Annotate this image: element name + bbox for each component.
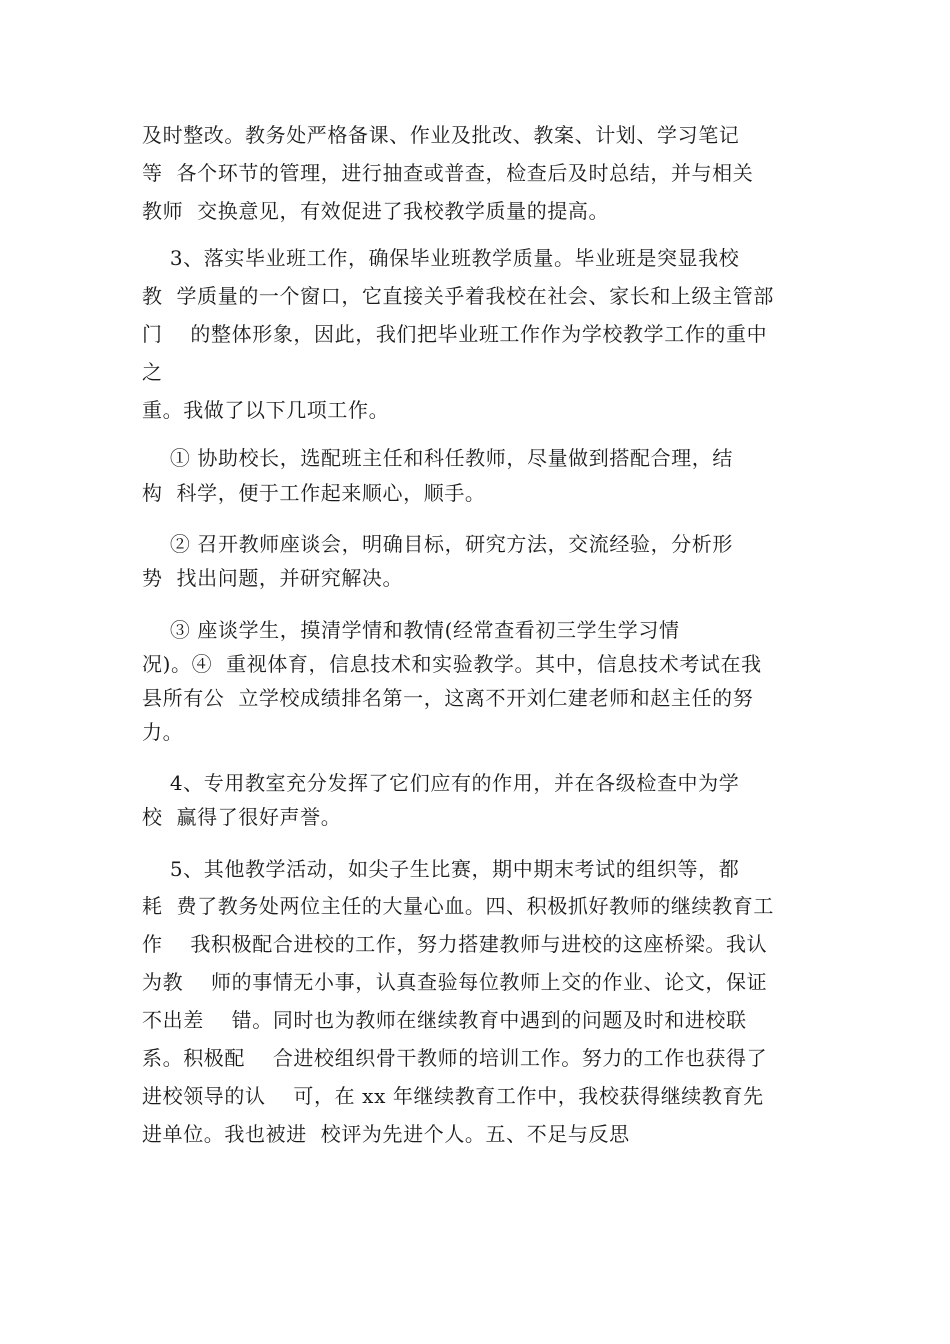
text-line: 教 学质量的一个窗口，它直接关乎着我校在社会、家长和上级主管部 — [142, 284, 774, 308]
text-line: ② 召开教师座谈会，明确目标，研究方法，交流经验，分析形 — [142, 532, 733, 556]
text-line: ③ 座谈学生，摸清学情和教情(经常查看初三学生学习情 — [142, 618, 680, 642]
text-line: 校 赢得了很好声誉。 — [142, 805, 342, 829]
text-line: 系。积极配 合进校组织骨干教师的培训工作。努力的工作也获得了 — [142, 1046, 768, 1070]
text-line: 为教 师的事情无小事，认真查验每位教师上交的作业、论文，保证 — [142, 970, 768, 994]
text-line: 况)。④ 重视体育，信息技术和实验教学。其中，信息技术考试在我 — [142, 652, 762, 676]
text-line: 3、落实毕业班工作，确保毕业班教学质量。毕业班是突显我校 — [142, 246, 740, 270]
text-line: 势 找出问题，并研究解决。 — [142, 566, 404, 590]
text-line: 进校领导的认 可，在 xx 年继续教育工作中，我校获得继续教育先 — [142, 1084, 764, 1108]
text-line: 进单位。我也被进 校评为先进个人。五、不足与反思 — [142, 1122, 630, 1146]
text-line: 4、专用教室充分发挥了它们应有的作用，并在各级检查中为学 — [142, 771, 740, 795]
text-line: 县所有公 立学校成绩排名第一，这离不开刘仁建老师和赵主任的努 — [142, 686, 754, 710]
text-line: 5、其他教学活动，如尖子生比赛，期中期末考试的组织等，都 — [142, 857, 740, 881]
text-line: 构 科学，便于工作起来顺心，顺手。 — [142, 481, 486, 505]
text-line: 等 各个环节的管理，进行抽查或普查，检查后及时总结，并与相关 — [142, 161, 754, 185]
text-line: 不出差 错。同时也为教师在继续教育中遇到的问题及时和进校联 — [142, 1008, 747, 1032]
text-line: 力。 — [142, 720, 184, 744]
text-line: ① 协助校长，选配班主任和科任教师，尽量做到搭配合理，结 — [142, 446, 733, 470]
text-line: 教师 交换意见，有效促进了我校教学质量的提高。 — [142, 199, 610, 223]
text-line: 耗 费了教务处两位主任的大量心血。四、积极抓好教师的继续教育工 — [142, 894, 774, 918]
text-line: 门 的整体形象，因此，我们把毕业班工作作为学校教学工作的重中 — [142, 322, 768, 346]
text-line: 之 — [142, 360, 163, 384]
text-line: 作 我积极配合进校的工作，努力搭建教师与进校的这座桥梁。我认 — [142, 932, 768, 956]
text-line: 重。我做了以下几项工作。 — [142, 398, 390, 422]
text-line: 及时整改。教务处严格备课、作业及批改、教案、计划、学习笔记 — [142, 123, 740, 147]
